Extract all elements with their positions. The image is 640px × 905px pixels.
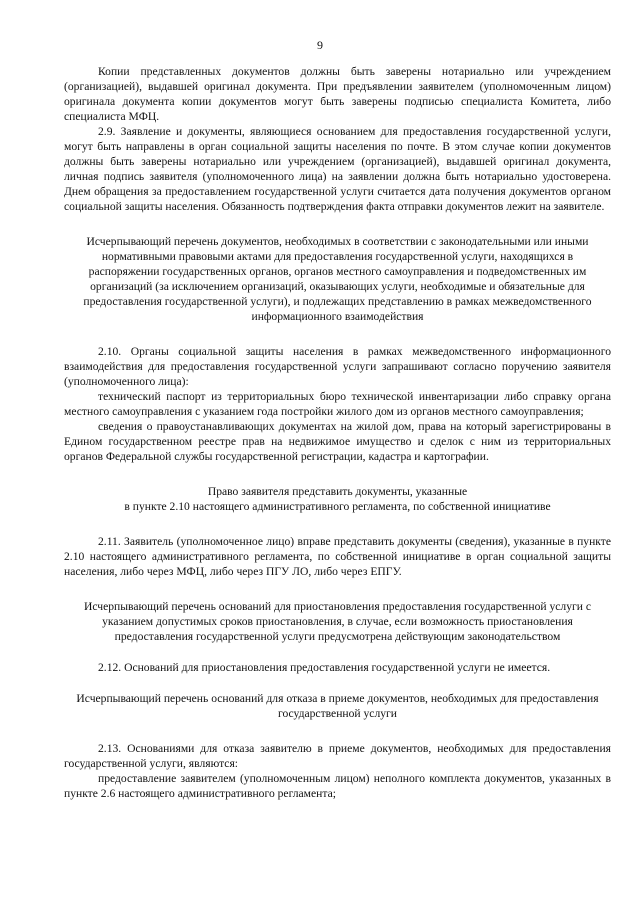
page-number: 9 [317,38,323,52]
paragraph-2-11: 2.11. Заявитель (уполномоченное лицо) вправе представить документы (сведения), указанные в пункте 2.10 настоящего административного регламента, по собственной инициативе в орган социальной защиты населения, либо через МФЦ, либо через ПГУ ЛО, либо через ЕПГУ. [64,535,611,578]
spacer [64,675,611,691]
paragraph-title-documents: сведения о правоустанавливающих документах на жилой дом, права на который зарегистрированы в Едином государственном реестре прав на недвижимое имущество и сделок с ним из территориальных органов Федеральной службы государственной регистрации, кадастра и картографии. [64,420,611,463]
paragraph-technical-passport: технический паспорт из территориальных бюро технической инвентаризации либо справку органа местного самоуправления с указанием года постройки жилого дом из органов местного самоуправления; [64,390,611,418]
paragraph-2-9: 2.9. Заявление и документы, являющиеся основанием для предоставления государственной услуги, могут быть направлены в орган социальной защиты населения по почте. В этом случае копии документов должны быть заверены нотариально или учреждением (организацией), выдавшей оригинал документа, личная подпись заявителя (уполномоченного лица) на заявлении должна быть нотариально удостоверена. Днем обращения за предоставлением государственной услуги считается дата получения документов органом социальной защиты населения. Обязанность подтверждения факта отправки документов лежит на заявителе. [64,125,611,213]
spacer [64,579,611,599]
spacer [64,324,611,344]
spacer [64,214,611,234]
heading-applicant-right-line2: в пункте 2.10 настоящего административного регламента, по собственной инициативе [124,500,551,513]
spacer [64,514,611,534]
spacer [64,464,611,484]
paragraph-incomplete-set: предоставление заявителем (уполномоченным лицом) неполного комплекта документов, указанных в пункте 2.6 настоящего административного регламента; [64,772,611,800]
heading-interagency-documents: Исчерпывающий перечень документов, необходимых в соответствии с законодательными или иными нормативными правовыми актами для предоставления государственной услуги, находящихся в распоряжении государственных органов, органов местного самоуправления и подведомственных им организаций (за исключением организаций, оказывающих услуги, необходимые и обязательные для предоставления государственной услуги), и подлежащих представлению в рамках межведомственного информационного взаимодействия [83,235,592,323]
heading-applicant-right-line1: Право заявителя представить документы, указанные [207,485,468,498]
paragraph-2-10: 2.10. Органы социальной защиты населения в рамках межведомственного информационного взаимодействия для предоставления государственной услуги запрашивают согласно поручению заявителя (уполномоченного лица): [64,345,611,388]
paragraph-2-13: 2.13. Основаниями для отказа заявителю в приеме документов, необходимых для предоставления государственной услуги, являются: [64,742,611,770]
paragraph-2-12: 2.12. Оснований для приостановления предоставления государственной услуги не имеется. [98,661,551,674]
heading-suspension-grounds: Исчерпывающий перечень оснований для приостановления предоставления государственной услуги с указанием допустимых сроков приостановления, в случае, если возможность приостановления предоставления государственной услуги предусмотрена действующим законодательством [83,600,592,643]
spacer [64,721,611,741]
spacer [64,644,611,660]
document-body [64,64,611,801]
paragraph-copies-certification: Копии представленных документов должны быть заверены нотариально или учреждением (организацией), выдавшей оригинал документа. При предъявлении заявителем (уполномоченным лицом) оригинала документа копии документов могут быть заверены подписью специалиста Комитета, либо специалиста МФЦ. [64,65,611,123]
heading-refusal-grounds: Исчерпывающий перечень оснований для отказа в приеме документов, необходимых для предоставления государственной услуги [76,692,599,720]
